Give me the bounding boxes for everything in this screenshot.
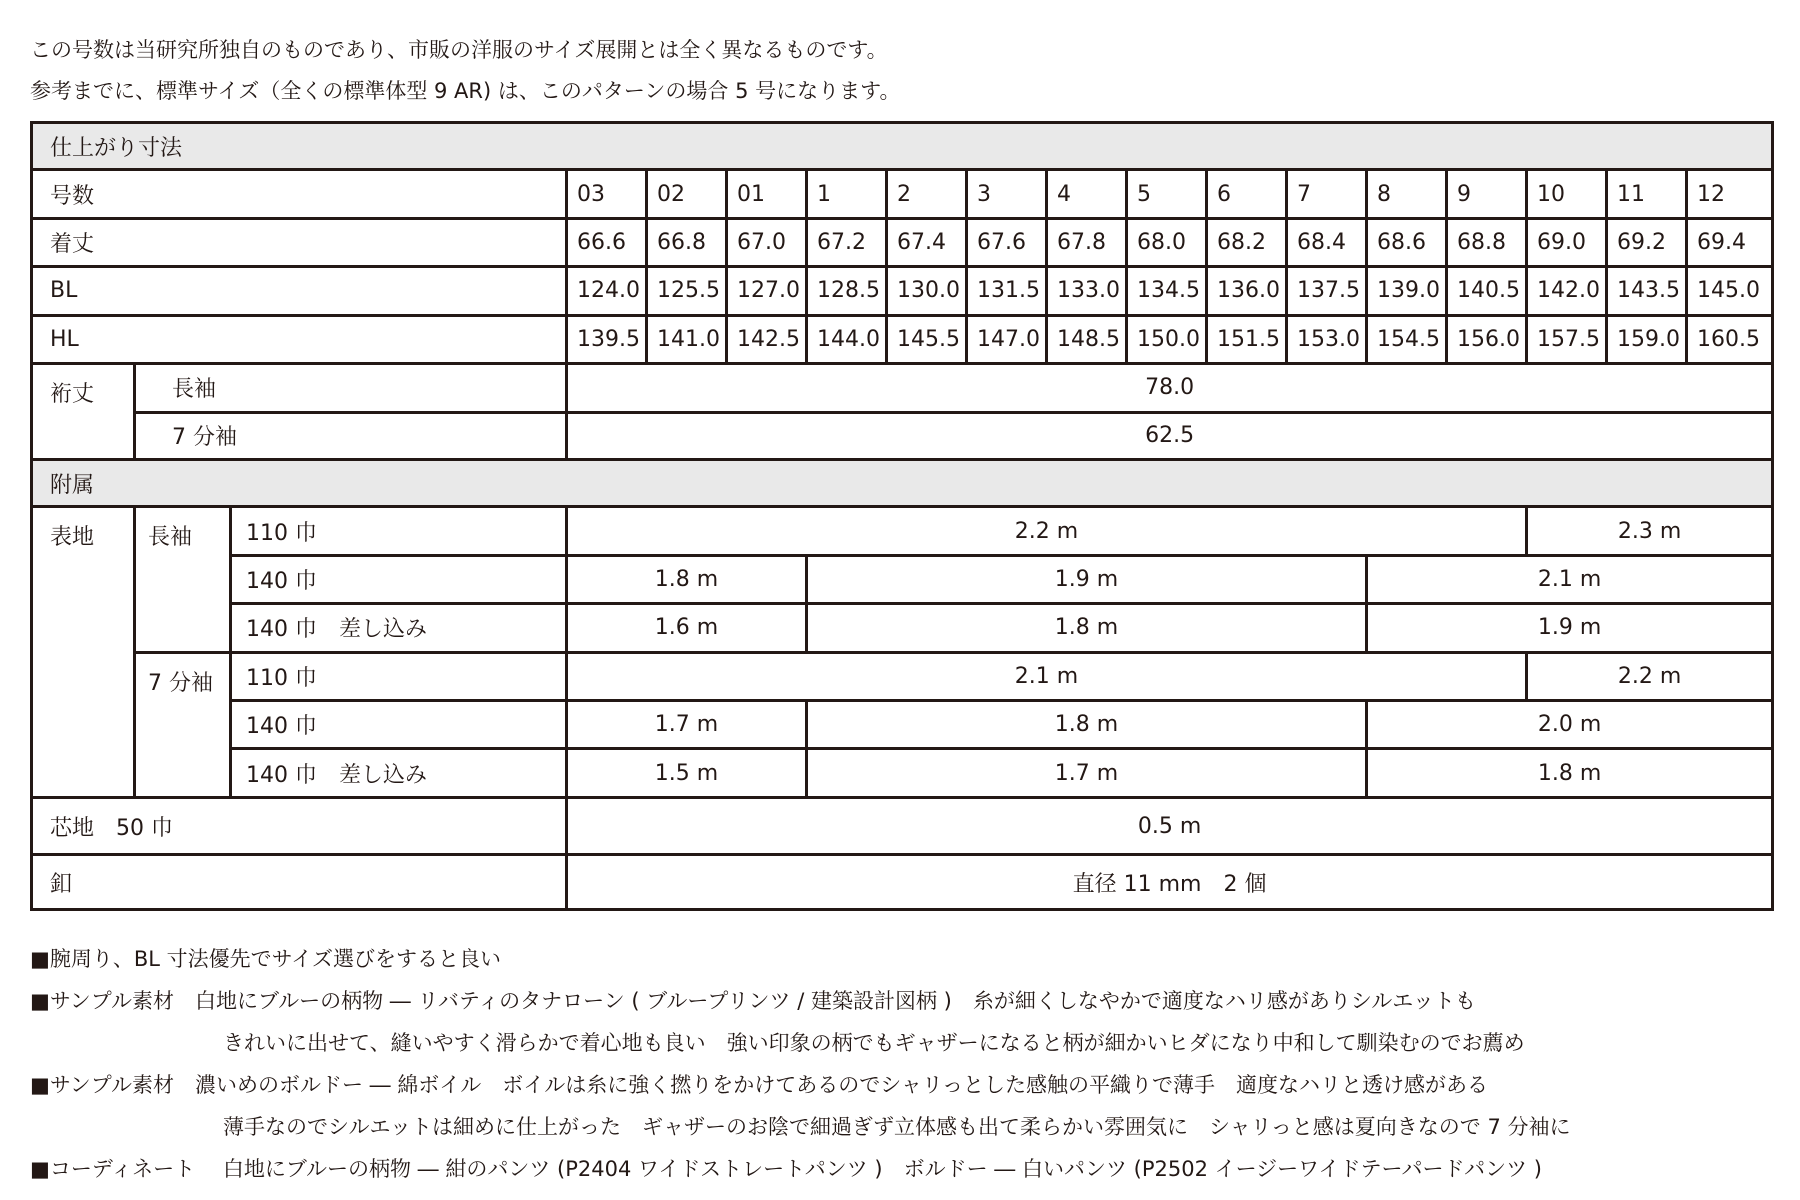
size-header-cell: 11 — [1607, 170, 1687, 218]
fabric-amount: 2.2 m — [567, 507, 1527, 555]
intro-text — [30, 30, 900, 112]
value-cell: 139.0 — [1367, 267, 1447, 315]
button-value: 直径 11 mm 2 個 — [567, 855, 1773, 910]
size-header-cell: 5 — [1127, 170, 1207, 218]
row-fabric-seven-140 — [32, 701, 1773, 749]
row-button — [32, 855, 1773, 910]
size-header-cell: 01 — [727, 170, 807, 218]
fabric-amount: 2.0 m — [1367, 701, 1773, 749]
fabric-amount: 1.7 m — [807, 749, 1367, 797]
value-cell: 67.4 — [887, 218, 967, 266]
fabric-amount: 1.5 m — [567, 749, 807, 797]
value-cell: 69.4 — [1687, 218, 1773, 266]
intro-line-1: この号数は当研究所独自のものであり、市販の洋服のサイズ展開とは全く異なるものです。 — [30, 38, 888, 62]
value-cell: 156.0 — [1447, 315, 1527, 363]
value-cell: 137.5 — [1287, 267, 1367, 315]
size-header-row — [32, 170, 1773, 218]
value-cell: 68.0 — [1127, 218, 1207, 266]
value-cell: 141.0 — [647, 315, 727, 363]
note-coordinate: ■コーディネート 白地にブルーの柄物 ― 紺のパンツ (P2404 ワイドストレートパンツ ) ボルドー ― 白いパンツ (P2502 イージーワイドテーパードパンツ ) — [30, 1157, 1542, 1181]
row-interlining — [32, 797, 1773, 855]
row-label: BL — [32, 267, 567, 315]
value-cell: 127.0 — [727, 267, 807, 315]
button-label: 釦 — [32, 855, 567, 910]
section-finished-dimensions — [32, 123, 1773, 170]
value-cell: 142.5 — [727, 315, 807, 363]
value-cell: 68.8 — [1447, 218, 1527, 266]
row-hl — [32, 315, 1773, 363]
fabric-amount: 2.1 m — [567, 652, 1527, 700]
value-cell: 148.5 — [1047, 315, 1127, 363]
value-cell: 160.5 — [1687, 315, 1773, 363]
yukitake-seven-label: 7 分袖 — [135, 412, 567, 459]
size-label: 号数 — [32, 170, 567, 218]
row-label: HL — [32, 315, 567, 363]
fabric-amount: 1.9 m — [1367, 604, 1773, 652]
size-header-cell: 12 — [1687, 170, 1773, 218]
size-header-cell: 8 — [1367, 170, 1447, 218]
row-bl — [32, 267, 1773, 315]
row-label: 着丈 — [32, 218, 567, 266]
value-cell: 144.0 — [807, 315, 887, 363]
value-cell: 142.0 — [1527, 267, 1607, 315]
value-cell: 157.5 — [1527, 315, 1607, 363]
interlining-label: 芯地 50 巾 — [32, 797, 567, 855]
value-cell: 151.5 — [1207, 315, 1287, 363]
value-cell: 128.5 — [807, 267, 887, 315]
yukitake-long-label: 長袖 — [135, 364, 567, 412]
section-accessories — [32, 459, 1773, 506]
value-cell: 134.5 — [1127, 267, 1207, 315]
value-cell: 153.0 — [1287, 315, 1367, 363]
value-cell: 136.0 — [1207, 267, 1287, 315]
fabric-amount: 2.1 m — [1367, 555, 1773, 603]
yukitake-seven-value: 62.5 — [567, 412, 1773, 459]
yukitake-label: 裄丈 — [32, 364, 135, 460]
width-label: 140 巾 差し込み — [231, 749, 567, 797]
value-cell: 67.6 — [967, 218, 1047, 266]
fabric-amount: 1.8 m — [807, 604, 1367, 652]
value-cell: 68.6 — [1367, 218, 1447, 266]
size-header-cell: 10 — [1527, 170, 1607, 218]
note-sample-1: ■サンプル素材 白地にブルーの柄物 ― リバティのタナローン ( ブループリンツ / 建築設計図柄 ) 糸が細くしなやかで適度なハリ感がありシルエットも — [30, 989, 1476, 1013]
row-length — [32, 218, 1773, 266]
width-label: 140 巾 — [231, 555, 567, 603]
row-yukitake-seven — [32, 412, 1773, 459]
fabric-amount: 1.8 m — [1367, 749, 1773, 797]
intro-line-2: 参考までに、標準サイズ（全くの標準体型 9 AR) は、このパターンの場合 5 号になります。 — [30, 79, 901, 103]
value-cell: 125.5 — [647, 267, 727, 315]
row-fabric-seven-140-insert — [32, 749, 1773, 797]
note-sample-2-cont: 薄手なのでシルエットは細めに仕上がった ギャザーのお陰で細過ぎず立体感も出て柔らかい雰囲気に シャリっと感は夏向きなので 7 分袖に — [223, 1115, 1571, 1139]
size-header-cell: 02 — [647, 170, 727, 218]
value-cell: 131.5 — [967, 267, 1047, 315]
size-header-cell: 4 — [1047, 170, 1127, 218]
notes — [30, 938, 1571, 1190]
value-cell: 130.0 — [887, 267, 967, 315]
value-cell: 150.0 — [1127, 315, 1207, 363]
value-cell: 147.0 — [967, 315, 1047, 363]
fabric-amount: 1.8 m — [567, 555, 807, 603]
fabric-amount: 1.6 m — [567, 604, 807, 652]
size-header-cell: 6 — [1207, 170, 1287, 218]
note-sample-2: ■サンプル素材 濃いめのボルドー ― 綿ボイル ボイルは糸に強く撚りをかけてあるのでシャリっとした感触の平織りで薄手 適度なハリと透け感がある — [30, 1073, 1489, 1097]
width-label: 110 巾 — [231, 507, 567, 555]
section-title: 仕上がり寸法 — [32, 123, 1773, 170]
value-cell: 67.2 — [807, 218, 887, 266]
width-label: 110 巾 — [231, 652, 567, 700]
size-spec-table — [30, 121, 1774, 911]
yukitake-long-value: 78.0 — [567, 364, 1773, 412]
fabric-amount: 1.9 m — [807, 555, 1367, 603]
fabric-amount: 1.7 m — [567, 701, 807, 749]
value-cell: 145.5 — [887, 315, 967, 363]
value-cell: 140.5 — [1447, 267, 1527, 315]
value-cell: 67.0 — [727, 218, 807, 266]
size-header-cell: 1 — [807, 170, 887, 218]
value-cell: 69.2 — [1607, 218, 1687, 266]
value-cell: 143.5 — [1607, 267, 1687, 315]
row-yukitake-long — [32, 364, 1773, 412]
interlining-value: 0.5 m — [567, 797, 1773, 855]
row-fabric-long-140-insert — [32, 604, 1773, 652]
value-cell: 69.0 — [1527, 218, 1607, 266]
value-cell: 154.5 — [1367, 315, 1447, 363]
size-header-cell: 9 — [1447, 170, 1527, 218]
fabric-long-label: 長袖 — [135, 507, 231, 652]
value-cell: 145.0 — [1687, 267, 1773, 315]
note-sample-1-cont: きれいに出せて、縫いやすく滑らかで着心地も良い 強い印象の柄でもギャザーになると柄が細かいヒダになり中和して馴染むのでお薦め — [223, 1031, 1525, 1055]
fabric-label: 表地 — [32, 507, 135, 798]
width-label: 140 巾 — [231, 701, 567, 749]
value-cell: 68.2 — [1207, 218, 1287, 266]
size-header-cell: 2 — [887, 170, 967, 218]
row-fabric-seven-110 — [32, 652, 1773, 700]
fabric-amount: 1.8 m — [807, 701, 1367, 749]
size-header-cell: 7 — [1287, 170, 1367, 218]
value-cell: 159.0 — [1607, 315, 1687, 363]
row-fabric-long-140 — [32, 555, 1773, 603]
value-cell: 67.8 — [1047, 218, 1127, 266]
value-cell: 133.0 — [1047, 267, 1127, 315]
value-cell: 68.4 — [1287, 218, 1367, 266]
fabric-amount: 2.3 m — [1527, 507, 1773, 555]
fabric-seven-label: 7 分袖 — [135, 652, 231, 797]
value-cell: 139.5 — [567, 315, 647, 363]
value-cell: 124.0 — [567, 267, 647, 315]
section-title: 附属 — [32, 459, 1773, 506]
note-size-advice: ■腕周り、BL 寸法優先でサイズ選びをすると良い — [30, 947, 501, 971]
size-header-cell: 3 — [967, 170, 1047, 218]
value-cell: 66.6 — [567, 218, 647, 266]
row-fabric-long-110 — [32, 507, 1773, 555]
fabric-amount: 2.2 m — [1527, 652, 1773, 700]
width-label: 140 巾 差し込み — [231, 604, 567, 652]
value-cell: 66.8 — [647, 218, 727, 266]
size-header-cell: 03 — [567, 170, 647, 218]
